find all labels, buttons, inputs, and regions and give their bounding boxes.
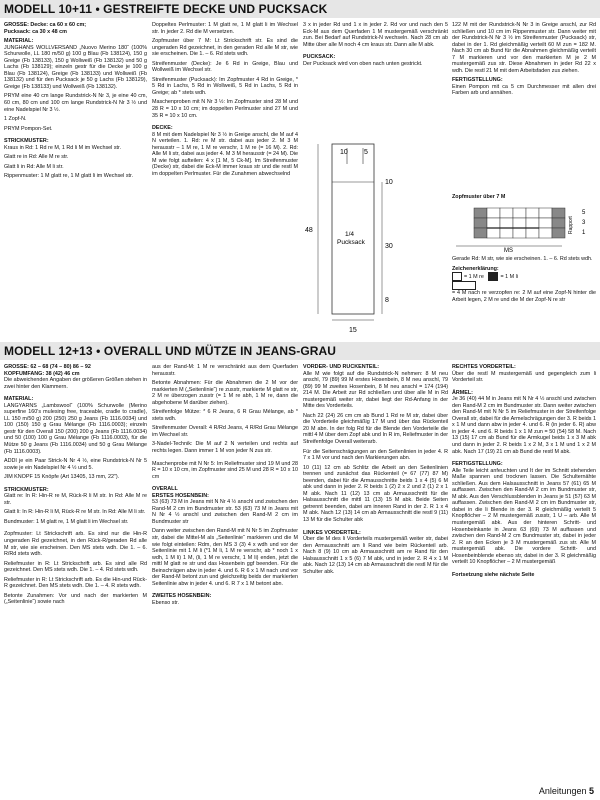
paragraph: 53 (63) 73 M in Jeans mit N Nr 4 ½ anschl und zwischen den Rand-M 2 cm im Bundmuster str. 53 (63) 73 M in Jeans mit N Nr 4 ½ anschl und zwischen den Rand-M 2 cm im Bundmuster str — [152, 499, 298, 525]
section-heading: LINKES VORDERTEIL: — [303, 529, 361, 536]
paragraph: Bundmuster: 1 M glatt re, 1 M glatt li im Wechsel str. — [4, 518, 129, 525]
paragraph: PRYM Pompon-Set. — [4, 125, 53, 132]
section1-title: MODELL 10+11 • GESTREIFTE DECKE UND PUCKSACK — [4, 2, 328, 16]
section2-col2 — [152, 364, 298, 784]
paragraph: Maschenproben mit N Nr 3 ½: Im Zopfmuster sind 28 M und 28 R = 10 x 10 cm; im doppelten Perlmuster sind 27 M und 35 R = 10 x 10 cm. — [152, 99, 298, 119]
paragraph: Reliefmuster in R: Lt Strickschrift arb. Es die Hin-und Rück-R gezeichnet. Den MS stets wdh. Die 1. – 4. R stets wdh. — [4, 576, 147, 590]
pucksack-label: Pucksack — [337, 239, 365, 246]
paragraph: Ebenso str. — [152, 599, 179, 606]
section1-col1 — [4, 22, 147, 334]
paragraph: Zopfmuster: Lt Strickschrift arb. Es sind nur die Hin-R ungeraden Rd gezeichnet, in den Rück-R/geraden Rd alle M str, wie sie erscheinen. Den MS stets wdh. Die 1. – 6. R/Rd stets wdh. — [4, 531, 147, 558]
legend-purl: = 1 M li — [500, 274, 518, 281]
chart-cell — [487, 228, 500, 238]
legend-knit: = 1 M re — [464, 274, 484, 281]
legend-row-2 — [452, 281, 596, 290]
paragraph: Alle M wie folgt auf die Rundstrick-N nehmen: 8 M neu anschl, 79 (89) 99 M erstes Hosenbein, 8 M neu anschl, 79 (89) 99 M zweites Hosenbein, 8 M neu anschl = 174 (194) 214 M. Die Arbeit zur Rd schließen und über alle M in Rd mustergemäß weiter str, dabei liegt der Rd-Anfang in der Mitte des Vorderteils. — [303, 370, 448, 410]
paragraph: Streifenmuster Overall: 4 R/Rd Jeans, 4 R/Rd Grau Mélange im Wechsel str. — [152, 425, 298, 438]
paragraph: Maschenprobe mit N Nr 5: Im Reliefmuster sind 19 M und 28 R = 10 x 10 cm, im Zopfmuster sind 25 M und 28 R = 10 x 10 cm — [152, 460, 298, 480]
chart-cell — [552, 218, 565, 228]
zopfmuster-chart — [452, 206, 598, 254]
purl-symbol-icon — [488, 272, 498, 281]
section1-header — [0, 0, 600, 18]
paragraph: ADDI je ein Paar Strick-N Nr 4 ½, eine Rundstrick-N Nr 5 sowie je ein Nadelspiel Nr 4 ½ und 5. — [4, 458, 147, 471]
section-heading: STRICKMUSTER: — [4, 486, 49, 493]
section2-header — [0, 342, 600, 360]
section-heading: GRÖSSE: 62 – 68 (74 – 80) 86 – 92 — [4, 364, 91, 370]
chart-cell — [526, 208, 539, 218]
section-heading: DECKE: — [152, 125, 173, 132]
section-heading: ZWEITES HOSENBEIN: — [152, 593, 212, 600]
paragraph: Glatt li in Rd: Alle M li str. — [4, 163, 64, 170]
paragraph: JUNGHANS WOLLVERSAND „Nuovo Merino 180“ (100% Schurwolle, LL 180 m/50 g) 100 g Blau (Fb 138124), 150 g Greige (Fb 138133), 150 g Wollweiß (Fb 138132) und 50 g Lachs (Fb 138129); einzeln gestr für die Decke je 100 g Blau (Fb 138124), Greige (Fb 138133) und Wollweiß (Fb 138132) und für den Pucksack je 50 g Lachs (Fb 138129), Greige (Fb 138133) und Wollweiß (Fb 138132). — [4, 44, 147, 90]
section-heading: PUCKSACK: — [303, 54, 336, 61]
dim-48: 48 — [305, 227, 313, 234]
paragraph: Zopfmuster über 7 M: Lt Strickschrift str. Es sind die ungeraden Rd gezeichnet, in den geraden Rd alle M str, wie sie erscheinen. Die 1. – 6. Rd stets wdh. — [152, 38, 298, 58]
paragraph: Glatt re in Rd: Alle M re str. — [4, 154, 69, 161]
paragraph: Einen Pompon mit ca 5 cm Durchmesser mit allen drei Farben arb und annähen. — [452, 83, 596, 97]
section1-col3 — [303, 22, 448, 92]
paragraph: Reliefmuster in R: Lt Strickschrift arb. Es sind alle Rd gezeichnet. Den MS stets wdh. Die 1. – 4. Rd stets wdh. — [4, 560, 147, 574]
legend-block — [452, 256, 596, 338]
section1-col2 — [152, 22, 298, 334]
chart-cell — [500, 228, 513, 238]
cable-symbol-icon — [452, 281, 476, 290]
paragraph: Nach 22 (24) 26 cm cm ab Bund 1 Rd re M str, dabei über die Vorderteile gleichmäßig 17 M und über das Rückenteil 20 M abn. In der folg Rd für die Blende den Vorderteile die mittl 4 M über dem Zopf abk und In R im, Reliefmuster in der Streifenfolge Overall weiterarb. — [303, 412, 448, 446]
chart-cell — [539, 218, 552, 228]
chart-cell — [526, 218, 539, 228]
chart-cell — [552, 208, 565, 218]
paragraph: Über die M des li Vorderteils mustergemäß weiter str, dabei den Armausschnitt am li Rand wie beim Rückenteil arb. Nach 8 (9) 10 cm ab Armausschnitt am re Rand für den Halsausschnitt 1 x 5 (6) 7 M abk, und in jeder 2. R 4 x 1 M abk. Nach 12 (13) 14 cm ab Armausschnitt die restl M für die Schulter abk. — [303, 536, 448, 575]
paragraph: Der Pucksack wird von oben nach unten gestrickt. — [303, 60, 423, 67]
section-heading: Pucksack: ca 30 x 48 cm — [4, 28, 67, 35]
section2-col4 — [452, 364, 596, 784]
section-heading: MATERIAL: — [4, 396, 34, 403]
section-heading: RECHTES VORDERTEIL: — [452, 364, 516, 370]
section-heading: Fortsetzung siehe nächste Seite — [452, 571, 535, 578]
chart-cell — [474, 208, 487, 218]
section-heading: KOPFUMFANG: 38 (42) 46 cm — [4, 370, 80, 377]
chart-cell — [539, 208, 552, 218]
paragraph: Streifenmuster (Pucksack): Im Zopfmuster 4 Rd in Greige, * 5 Rd in Lachs, 5 Rd in Wollweiß, 5 Rd in Lachs, 5 Rd in Greige; ab * stets wdh. — [152, 76, 298, 96]
chart-cell — [487, 208, 500, 218]
paragraph: 3 x in jeder Rd und 1 x in jeder 2. Rd vor und nach den 5 Eck-M aus dem Querfaden 1 M mustergemäß verschränkt zun. Bei Bedarf auf Rundstrick-N wechseln. Nach 28 cm ab Mitte über alle M noch 4 cm kraus str. Dann alle M abk. — [303, 22, 448, 48]
section-heading: VORDER- UND RÜCKENTEIL: — [303, 364, 380, 370]
paragraph: Betonte Abnahmen: Für die Abnahmen die 2 M vor der markierten M („Seitenlinie“) re zusstr, markierte M glatt re str, 2 M re überzogen zusstr (= 1 M re abh, 1 M re, dann die abgehobene M darüber ziehen). — [152, 380, 298, 406]
paragraph: 3-Nadel-Technik: Die M auf 2 N verteilen und rechts auf rechts legen. Dann immer 1 M von jeder N zus str. — [152, 441, 298, 455]
chart-cell — [539, 228, 552, 238]
pucksack-schematic — [300, 140, 448, 340]
dim-8: 8 — [385, 297, 389, 304]
chart-grid — [474, 208, 565, 238]
section-heading: STRICKMUSTER: — [4, 138, 49, 145]
chart-cell — [513, 208, 526, 218]
paragraph: Streifenfolge Mütze: * 6 R Jeans, 6 R Grau Mélange, ab * stets wdh. — [152, 409, 298, 422]
section-heading: OVERALL — [152, 486, 178, 493]
chart-cell — [500, 218, 513, 228]
chart-cell — [500, 208, 513, 218]
paragraph: 10 (11) 12 cm ab Schlitz die Arbeit an den Seitenlinien trennen und zunächst das Rückenteil (= 67 (77) 87 M) beenden, dabei für die Armausschnitte beids 1 x 4 (5) 6 M abk und dann in jeder 2. R beids 1 (2) 2 x 2 und 2 (1) 2 x 1 M abk. Nach 11 (12) 13 cm ab Armausschnitt für die Halsausschnitt die mittl 11 (13) 15 M abk. Beide Seiten getrennt beenden, dabei am inneren Rand in der 2. R 1 x 4 M abk. Nach 12 (13) 14 cm ab Armausschnitt die restl 9 (11) 13 M für die Schulter abk — [303, 464, 448, 524]
section-heading: FERTIGSTELLUNG: — [452, 461, 503, 468]
legend-title: Zeichenerklärung: — [452, 265, 499, 272]
paragraph: 122 M mit der Rundstrick-N Nr 3 in Greige anschl, zur Rd schließen und 10 cm im Rippenmuster str. Dann weiter mit der Rundstrick-N Nr 3 ½ im Streifenmuster (Pucksack) str, dabei in der 1. Rd gleichmäßig verteilt 60 M zun = 182 M. Nach 30 cm ab Bund für die Abnahmen gleichmäßig verteilt 7 M markieren und vor den markierten M je 2 M mustergemäß zus str. Diese Abnahmen in jeder Rd 22 x wdh. Die restl 21 M mit dem Arbeitsfaden zus ziehen. — [452, 22, 596, 74]
chart-cell — [526, 228, 539, 238]
page-number: 5 — [588, 786, 594, 796]
section-heading: FERTIGSTELLUNG: — [452, 77, 503, 84]
section2-col3 — [303, 364, 448, 784]
chart-title: Zopfmuster über 7 M — [452, 194, 506, 200]
paragraph: JIM KNOPF 15 Knöpfe (Art 13405, 13 mm, 22"). — [4, 474, 120, 481]
section2-col1 — [4, 364, 147, 784]
dim-5: 5 — [364, 149, 368, 156]
chart-row-5: 5 — [582, 210, 586, 216]
paragraph: Je 36 (40) 44 M in Jeans mit N Nr 4 ½ anschl und zwischen den Rand-M 2 cm im Bundmuster str. Dann weiter zwischen den Rand-M mit N Nr 5 im Reliefmuster in der Streifenfolge Overall str, dabei für die Armelschrägungen der 3. R beids 1 x 1 M und dann abw in jeder 4. und 6. R (in jeder 6. R) abw in jeder 4. und 6. R beids 1 x 1 M zun = 50 (54) 58 M. Nach 13 (15) 17 cm ab Bund für die Armkugel beids 1 x 3 M abk und dann in jeder 2. R beids 1 x 2 M, 3 x 1 M und 1 x 2 M abk. Nach 17 (19) 21 cm ab Bund die restl M abk. — [452, 396, 596, 455]
section-heading: GRÖSSE: Decke: ca 60 x 60 cm; — [4, 22, 87, 28]
paragraph: aus der Rand-M: 1 M re verschränkt aus dem Querfaden herausstr. — [152, 364, 298, 377]
section-heading: ÄRMEL: — [452, 389, 473, 396]
chart-cell — [513, 228, 526, 238]
chart-cell — [552, 228, 565, 238]
dim-15: 15 — [349, 327, 357, 334]
paragraph: Doppeltes Perlmuster: 1 M glatt re, 1 M glatt li im Wechsel str. In jeder 2. Rd die M versetzen. — [152, 22, 298, 35]
chart-cell — [474, 228, 487, 238]
chart-row-1: 1 — [582, 230, 586, 236]
knit-symbol-icon — [452, 272, 462, 281]
section1-col4 — [452, 22, 596, 190]
section2-title: MODELL 12+13 • OVERALL UND MÜTZE IN JEANS-GRAU — [4, 344, 337, 358]
paragraph: Rippenmuster: 1 M glatt re, 1 M glatt li im Wechsel str. — [4, 173, 134, 180]
paragraph: Für die Seitenschrägungen an den Seitenlinien in jeder 4. R 7 x 1 M vor und nach den Markierungen abn. — [303, 448, 448, 462]
paragraph: Dann weiter zwischen den Rand-M mit N Nr 5 im Zopfmuster str, dabei die Mittel-M als „Seitenlinie“ markieren und die M wie folgt einteilen: Rdm, den MS 3 (3) 4 x wdh und vor der Seitenlinie mit 1 M li (*1 M li, 1 M re verschr, ab * noch 1 x wdh, 1 M li) 1 M, (li, 1 M re verschr, 1 M li) enden, jetzt die mittl M glatt re str und das Hosenbein ggf beenden. Für die Beinschrägen abw in jeder 4. und 6. R 6 x 1 M nach und vor der Rand-M betont zun und gleichzeitig beids der markierten Seitenlinie abw in jeder 4. und 6. R 7 x 1 M betont abn. — [152, 528, 298, 587]
paragraph: Die abweichenden Angaben der größeren Größen stehen in zwei hinter den Klammern. — [4, 377, 147, 390]
chart-cell — [474, 218, 487, 228]
paragraph: PRYM eine 40 cm lange Rundstrick-N Nr 3, je eine 40 cm, 60 cm, 80 cm und 100 cm lange Rundstrick-N Nr 3 ½ und eine Nadelspiel Nr 3 ½. — [4, 93, 147, 113]
paragraph: 8 M mit dem Nadelspiel Nr 3 ½ in Greige anschl, die M auf 4 N verteilen. 1. Rd: re M str. dabei aus jeder 2. M 3 M herausstr – 1 M re, 1 M re verschr, 1 M re (= 16 M). 2. Rd: Alle M li str, dabei aus jeder 4. M 3 M herausstr (= 24 M). Die M wie folgt aufteilen: 4 x [1 M, 5 Ck-M]. Im Streifenmuster (Decke) str, dabei die Eck-M immer kraus str und die restl M im doppelten Perlmuster. Für die Zunahmen abwechselnd — [152, 131, 298, 177]
pucksack-quarter: 1/4 — [345, 231, 355, 238]
chart-rapport: Rapport — [568, 216, 574, 234]
paragraph: Alle Teile leicht anfeuchten und It der im Schnitt stehenden Maße spannen und trocknen lassen. Die Schulternähte schließen. Aus dem Halsausschnitt in Jeans 57 (61) 65 M auffassen. Zwischen den Rand-M 2 cm im Bundmuster str, M abk. Aus den Verschlussblenden in Jeans je 51 (57) 63 M auffassen. Zwischen den Rand-M 2 cm im Bundmuster str, dabei in die li Blende in der 3. R gleichmäßig verteilt 5 Knopflöcher – 2 M mustergemäß zusstr, 1 U – arb. Alle M mustergemäß abk. Aus der hinteren Schritt- und Hosenbeinkante in Jeans 63 (69) 73 M auffassen und zwischen den Rand-M 2 cm Bundmuster str, dabei in jeder 2. R an den Ecken je 3 M mustergemäß zus str. Alle M mustergemäß abk. Die vordere Schritt- und Hosenbeinblende ebenso str, dabei in der 3. R gleichmäßig verteilt 10 Knopflöcher – 2 M mustergemäß — [452, 467, 596, 566]
chart-ms: MS — [504, 248, 513, 254]
section-heading: ERSTES HOSENBEIN: — [152, 492, 209, 499]
page-footer — [539, 786, 594, 796]
chart-cell — [487, 218, 500, 228]
legend-row-1 — [452, 272, 596, 281]
pucksack-outline — [332, 144, 374, 314]
chart-cell — [513, 218, 526, 228]
paragraph: LANGYARNS „Lambswool“ (100% Schurwolle (Merino superfine 160's mulesing free, traceable, cradle to cradle), LL 150 m/50 g) 200 (250) 250 g Jeans (Fb 1116.0034) und 100 (150) 150 g Grau Mélange (Fb 1116.0003); einzeln gestr für den Overall 150 (200) 200 g Jeans (Fb 1116.0034) und 50 (100) 100 g Grau Mélange (Fb 1116.0003), für die Mütze 50 g Jeans (Fb 1116.0034) und 50 g Grau Mélange (Fb 1116.0003). — [4, 402, 147, 455]
paragraph: Kraus in Rd: 1 Rd re M, 1 Rd li M im Wechsel str. — [4, 144, 122, 151]
dim-30: 30 — [385, 243, 393, 250]
footer-label: Anleitungen — [538, 786, 587, 796]
section-heading: MATERIAL: — [4, 38, 34, 45]
paragraph: Glatt li: In R: Hin-R li M, Rück-R re M str. In Rd: Alle M li str. — [4, 509, 146, 516]
dim-10: 10 — [340, 149, 348, 156]
paragraph: Über die restl M mustergemäß und gegengleich zum li Vorderteil str. — [452, 370, 596, 384]
chart-note: Gerade Rd: M str, wie sie erscheinen. 1. – 6. Rd stets wdh. — [452, 256, 593, 262]
chart-title-wrap — [452, 194, 596, 204]
paragraph: Streifenmuster (Decke): Je 6 Rd in Greige, Blau und Wollweiß im Wechsel str. — [152, 60, 298, 74]
legend-cable: = 4 M nach re verzopfen re: 2 M auf eine Zopf-N hinter die Arbeit legen, 2 M re und die M der Zopf-N re str — [452, 290, 596, 303]
chart-row-3: 3 — [582, 220, 586, 226]
paragraph: Betonte Zunahmen: Vor und nach der markierten M („Seitenlinie“) sowie nach — [4, 592, 147, 606]
paragraph: 1 Zopf-N. — [4, 116, 27, 123]
dim-10b: 10 — [385, 179, 393, 186]
paragraph: Glatt re: In R: Hin-R re M, Rück-R li M str. In Rd: Alle M re str. — [4, 493, 147, 506]
